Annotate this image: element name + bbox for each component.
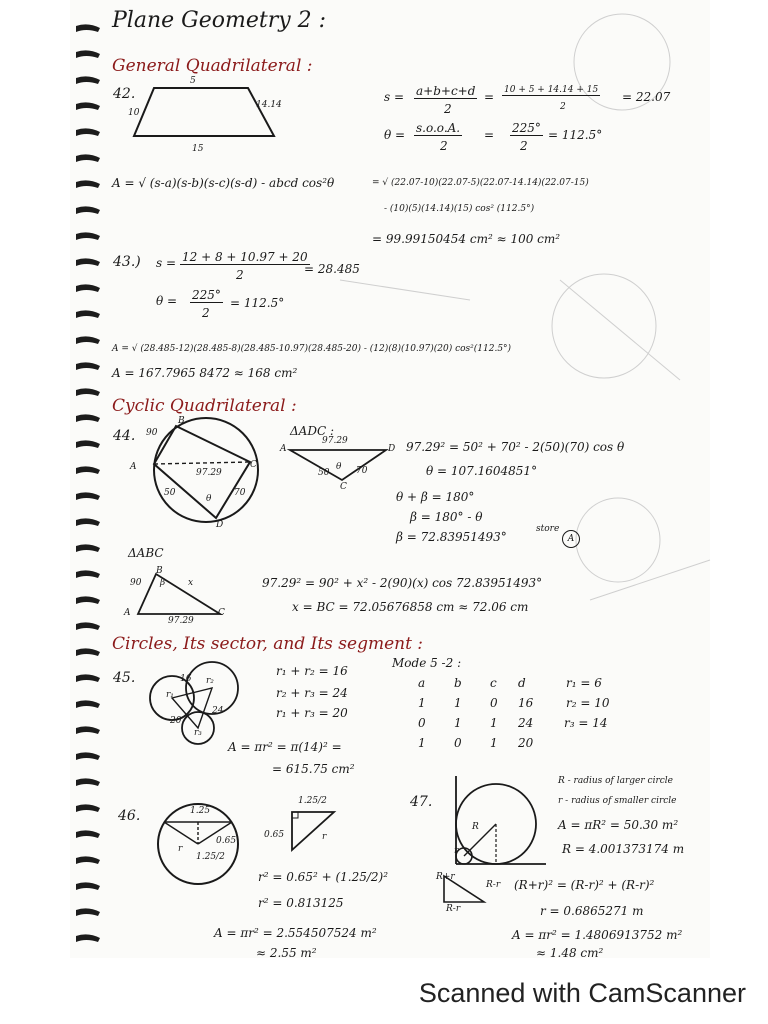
spiral-ring (76, 648, 100, 656)
p45-result-r3: r₃ = 14 (564, 716, 608, 730)
spiral-ring (76, 232, 100, 240)
p45-circle-r1: r₁ (166, 690, 174, 700)
p42-s-sum-num: 10 + 5 + 14.14 + 15 (504, 85, 599, 95)
p42-area-formula: A = √ (s-a)(s-b)(s-c)(s-d) - abcd cos²θ (112, 176, 335, 190)
p43-theta-den: 2 (202, 306, 210, 320)
p47-area: A = πr² = 1.4806913752 m² (512, 928, 683, 942)
p44-label-70: 70 (234, 488, 246, 498)
spiral-ring (76, 544, 100, 552)
p43-area-formula: A = √ (28.485-12)(28.485-8)(28.485-10.97)(28.485-20) - (12)(8)(10.97)(20) cos²(112.5°) (112, 344, 512, 354)
matrix-cell: 0 (490, 696, 498, 710)
p46-circle-r: r (178, 844, 183, 854)
spiral-ring (76, 76, 100, 84)
spiral-ring (76, 466, 100, 474)
p45-circle-r3: r₃ (194, 728, 202, 738)
p42-theta-lhs: θ = (384, 128, 406, 142)
p42-theta-result: = 112.5° (548, 128, 603, 142)
p44-abc-B: B (156, 566, 163, 576)
p44-adc-C: C (340, 482, 347, 492)
p42-area-sub-1: = √ (22.07-10)(22.07-5)(22.07-14.14)(22.07-15) (372, 178, 589, 188)
p47-label-R: R (472, 822, 479, 832)
trapezoid-label-top: 5 (190, 76, 196, 86)
spiral-ring (76, 362, 100, 370)
trapezoid-diagram (126, 80, 286, 150)
p44-store-note: store (536, 524, 560, 534)
p45-mode: Mode 5 -2 : (392, 656, 462, 670)
p44-abc-base: 97.29 (168, 616, 194, 626)
p47-triangle-leg: R-r (486, 880, 501, 890)
p44-label-C: C (250, 460, 257, 470)
p46-area-result: ≈ 2.55 m² (256, 946, 317, 960)
problem-43-number: 43.) (113, 254, 141, 270)
p45-eq-2: r₂ + r₃ = 24 (276, 686, 348, 700)
p43-area-result: A = 167.7965 8472 ≈ 168 cm² (112, 366, 298, 380)
spiral-ring (76, 180, 100, 188)
p44-abc-label: ΔABC (128, 546, 164, 560)
p44-abc-law: 97.29² = 90² + x² - 2(90)(x) cos 72.83951493° (262, 576, 543, 590)
p44-adc-D: D (388, 444, 396, 454)
matrix-cell: 20 (518, 736, 534, 750)
p44-abc-result: x = BC = 72.05676858 cm ≈ 72.06 cm (292, 600, 529, 614)
p46-eq-1: r² = 0.65² + (1.25/2)² (258, 870, 389, 884)
page-title: Plane Geometry 2 : (112, 8, 327, 33)
camscanner-watermark: Scanned with CamScanner (418, 978, 746, 1008)
p42-area-sub-2: - (10)(5)(14.14)(15) cos² (112.5°) (384, 204, 535, 214)
section-general-quadrilateral: General Quadrilateral : (112, 56, 313, 76)
spiral-ring (76, 726, 100, 734)
section-circles: Circles, Its sector, and Its segment : (112, 634, 424, 654)
p44-adc-50: 50 (318, 468, 330, 478)
p43-s-den: 2 (236, 268, 244, 282)
p45-label-24: 24 (212, 706, 224, 716)
p44-label-A: A (130, 462, 137, 472)
trapezoid-label-bottom: 15 (192, 144, 204, 154)
problem-47-number: 47. (410, 794, 433, 810)
p45-result-r2: r₂ = 10 (566, 696, 610, 710)
spiral-ring (76, 284, 100, 292)
p42-theta-num: 225° (512, 121, 541, 135)
trapezoid-label-left: 10 (128, 108, 140, 118)
trapezoid-label-right: 14.14 (256, 100, 282, 110)
spiral-ring (76, 570, 100, 578)
p44-adc-label: ΔADC : (290, 424, 334, 438)
p44-label-diagonal: 97.29 (196, 468, 222, 478)
footer-bar (0, 964, 768, 1024)
p42-s-lhs: s = (384, 90, 405, 104)
spiral-ring (76, 440, 100, 448)
spiral-ring (76, 856, 100, 864)
matrix-header-cell: b (454, 676, 462, 690)
p42-s-sum-den: 2 (560, 102, 566, 112)
p43-theta-result: = 112.5° (230, 296, 285, 310)
p45-result-r1: r₁ = 6 (566, 676, 602, 690)
p44-store-key: A (562, 530, 580, 548)
matrix-cell: 1 (490, 716, 498, 730)
p44-abc-A: A (124, 608, 131, 618)
p43-theta-lhs: θ = (156, 294, 178, 308)
p46-area: A = πr² = 2.554507524 m² (214, 926, 377, 940)
tangent-circles-diagram (450, 772, 550, 872)
p42-area-result: = 99.99150454 cm² ≈ 100 cm² (372, 232, 561, 246)
p44-label-50: 50 (164, 488, 176, 498)
spiral-binding (74, 18, 104, 948)
p47-r-result: r = 0.6865271 m (540, 904, 644, 918)
p45-eq-3: r₁ + r₃ = 20 (276, 706, 348, 720)
section-cyclic-quadrilateral: Cyclic Quadrilateral : (112, 396, 297, 416)
spiral-ring (76, 154, 100, 162)
spiral-ring (76, 388, 100, 396)
p46-circle-height: 0.65 (216, 836, 237, 846)
p46-triangle-left: 0.65 (264, 830, 285, 840)
p45-area: A = πr² = π(14)² = (228, 740, 342, 754)
p47-area-result: ≈ 1.48 cm² (536, 946, 604, 960)
spiral-ring (76, 934, 100, 942)
p44-adc-side: 97.29 (322, 436, 348, 446)
p42-theta-den: 2 (520, 139, 528, 153)
spiral-ring (76, 596, 100, 604)
spiral-ring (76, 102, 100, 110)
spiral-ring (76, 310, 100, 318)
spiral-ring (76, 700, 100, 708)
p44-adc-A: A (280, 444, 287, 454)
p46-circle-chord: 1.25 (190, 806, 211, 816)
p44-theta-result: θ = 107.1604851° (426, 464, 538, 478)
spiral-ring (76, 752, 100, 760)
p44-abc-x: x (188, 578, 194, 588)
right-triangle-diagram (280, 806, 350, 856)
p47-legend-r: r - radius of smaller circle (558, 796, 677, 806)
p47-pythagoras: (R+r)² = (R-r)² + (R-r)² (514, 878, 655, 892)
spiral-ring (76, 50, 100, 58)
p44-label-90: 90 (146, 428, 158, 438)
spiral-ring (76, 674, 100, 682)
p44-abc-C: C (218, 608, 225, 618)
spiral-ring (76, 908, 100, 916)
p42-s-frac-num: a+b+c+d (416, 84, 476, 98)
p42-s-equals: = (484, 90, 495, 104)
problem-45-number: 45. (113, 670, 136, 686)
matrix-cell: 0 (454, 736, 462, 750)
matrix-cell: 16 (518, 696, 534, 710)
p44-law-of-cosines: 97.29² = 50² + 70² - 2(50)(70) cos θ (406, 440, 625, 454)
problem-44-number: 44. (113, 428, 136, 444)
spiral-ring (76, 414, 100, 422)
spiral-ring (76, 830, 100, 838)
p44-label-B: B (178, 416, 185, 426)
p45-eq-1: r₁ + r₂ = 16 (276, 664, 348, 678)
spiral-ring (76, 778, 100, 786)
spiral-ring (76, 24, 100, 32)
spiral-ring (76, 128, 100, 136)
p44-label-D: D (216, 520, 224, 530)
p44-adc-70: 70 (356, 466, 368, 476)
p45-label-20: 20 (170, 716, 182, 726)
p45-label-16: 16 (180, 674, 192, 684)
p46-triangle-r: r (322, 832, 327, 842)
triangle-abc-diagram (132, 566, 232, 620)
p45-area-result: = 615.75 cm² (272, 762, 355, 776)
spiral-ring (76, 518, 100, 526)
p44-beta-expression: β = 180° - θ (410, 510, 483, 524)
p47-big-area: A = πR² = 50.30 m² (558, 818, 679, 832)
spiral-ring (76, 336, 100, 344)
spiral-ring (76, 882, 100, 890)
p43-s-lhs: s = (156, 256, 177, 270)
matrix-cell: 0 (418, 716, 426, 730)
spiral-ring (76, 258, 100, 266)
spiral-ring (76, 206, 100, 214)
p42-theta-frac-num: s.o.o.A. (416, 121, 461, 135)
p47-triangle-hyp: R+r (436, 872, 455, 882)
spiral-ring (76, 492, 100, 500)
p43-theta-num: 225° (192, 288, 221, 302)
p44-adc-theta: θ (336, 462, 342, 472)
p43-s-num: 12 + 8 + 10.97 + 20 (182, 250, 308, 264)
p43-s-result: = 28.485 (304, 262, 360, 276)
p42-s-frac-den: 2 (444, 102, 452, 116)
p46-triangle-top: 1.25/2 (298, 796, 327, 806)
problem-46-number: 46. (118, 808, 141, 824)
matrix-cell: 1 (454, 696, 462, 710)
p46-circle-half-chord: 1.25/2 (196, 852, 225, 862)
p42-theta-frac-den: 2 (440, 139, 448, 153)
p44-abc-90: 90 (130, 578, 142, 588)
problem-42-number: 42. (113, 86, 136, 102)
p44-label-theta: θ (206, 494, 212, 504)
matrix-header-cell: c (490, 676, 497, 690)
matrix-cell: 1 (490, 736, 498, 750)
p46-eq-2: r² = 0.813125 (258, 896, 344, 910)
spiral-ring (76, 804, 100, 812)
matrix-cell: 24 (518, 716, 534, 730)
p47-label-r: r (454, 846, 459, 856)
p47-triangle-base: R-r (446, 904, 461, 914)
matrix-cell: 1 (418, 736, 426, 750)
spiral-ring (76, 622, 100, 630)
p42-s-result: = 22.07 (622, 90, 671, 104)
p44-beta-result: β = 72.83951493° (396, 530, 507, 544)
matrix-header-cell: d (518, 676, 526, 690)
p47-legend-R: R - radius of larger circle (558, 776, 673, 786)
p42-theta-equals: = (484, 128, 495, 142)
p47-big-radius: R = 4.001373174 m (562, 842, 685, 856)
matrix-header-cell: a (418, 676, 426, 690)
p45-circle-r2: r₂ (206, 676, 214, 686)
matrix-cell: 1 (454, 716, 462, 730)
matrix-cell: 1 (418, 696, 426, 710)
p44-angle-sum: θ + β = 180° (396, 490, 475, 504)
p44-abc-beta: β (160, 578, 166, 588)
